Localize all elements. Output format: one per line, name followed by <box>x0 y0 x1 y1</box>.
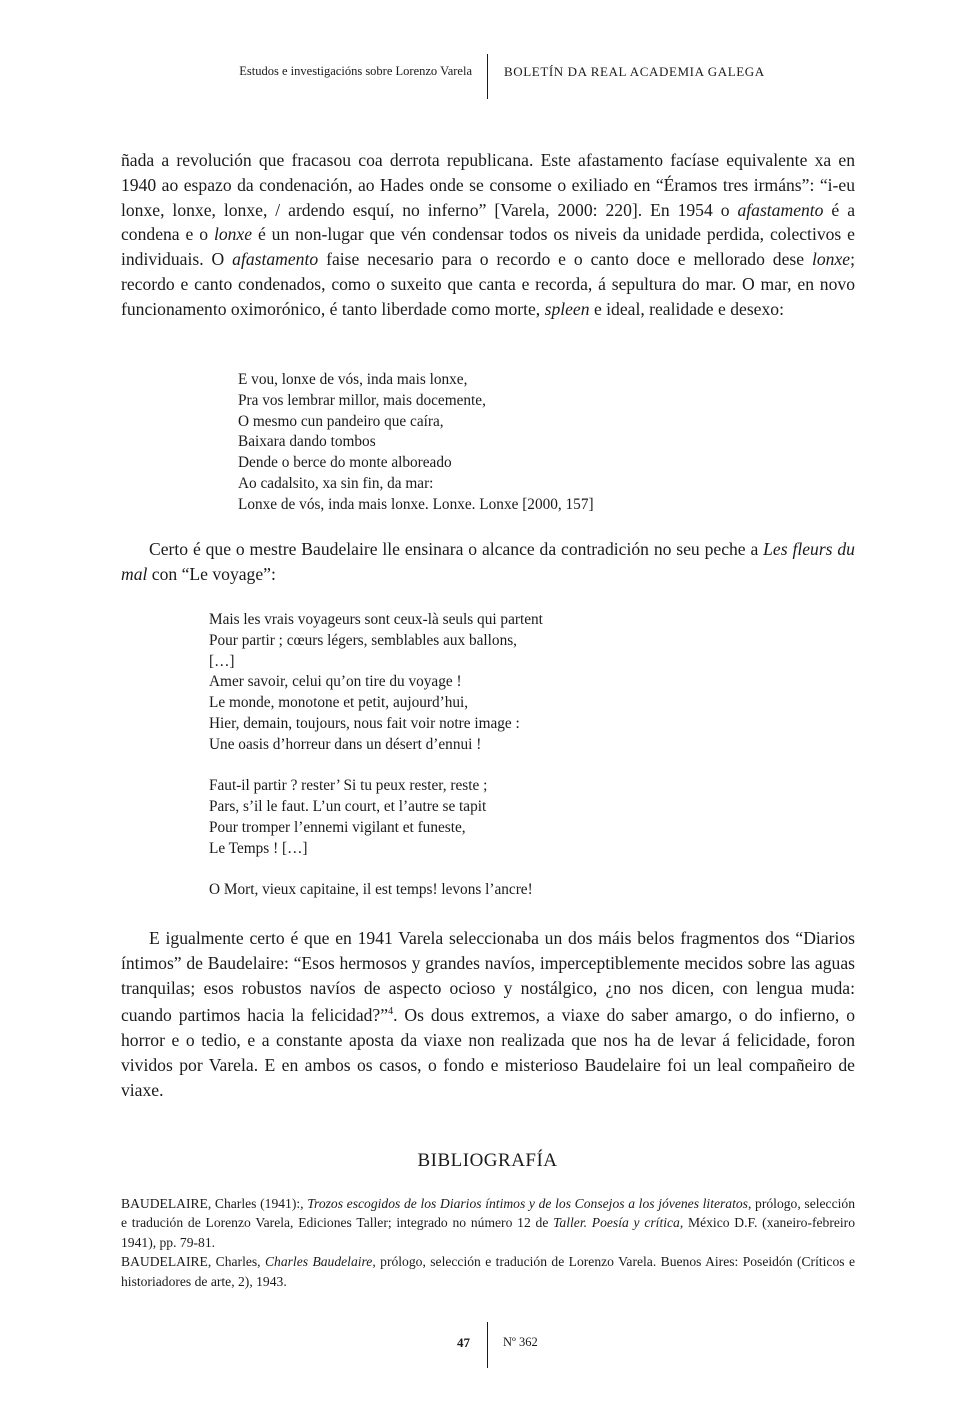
poem-line: […] <box>209 652 235 670</box>
paragraph-3: E igualmente certo é que en 1941 Varela seleccionaba un dos máis belos fragmentos dos “Diarios íntimos” de Baudelaire: “Esos hermosos y grandes navíos, imperceptiblemente mecidos sobre las aguas tranquilas; esos robustos navíos de aspecto ocioso y nostálgico, ¿no nos dicen, con lengua muda: cuando partimos hacia la felicidad?”$^4$. Os dous extremos, a viaxe do saber amargo, o do infierno, o horror e o tedio, e a constante aposta da viaxe non realizada que nos ha de levar á felicidade, foron vividos por Varela. E en ambos os casos, o fondo e misterioso Baudelaire foi un leal compañeiro de viaxe. <box>121 928 855 1100</box>
issue-number: Nº 362 <box>503 1335 538 1349</box>
bibliography-heading: BIBLIOGRAFÍA <box>417 1150 558 1171</box>
header-divider <box>487 54 488 99</box>
footer-divider <box>487 1322 488 1368</box>
page-number: 47 <box>457 1335 470 1350</box>
poem-line: Lonxe de vós, inda mais lonxe. Lonxe. Lonxe [2000, 157] <box>238 495 594 513</box>
poem-line: Dende o berce do monte alboreado <box>238 454 452 472</box>
bibliography-list <box>121 1194 855 1291</box>
stanza-break <box>209 756 543 777</box>
page-header <box>0 0 975 100</box>
paragraph-1: ñada a revolución que fracasou coa derrota republicana. Este afastamento facíase equivalente xa en 1940 ao espazo da condenación, ao Hades onde se consome o exiliado en “Éramos tres irmáns”: “i-eu lonxe, lonxe, lonxe, / ardendo esquí, no inferno” [Varela, 2000: 220]. En 1954 o afastamento é a condena e o lonxe é un non-lugar que vén condensar todos os niveis da unidade perdida, colectivos e individuais. O afastamento faise necesario para o recordo e o canto doce e mellorado dese lonxe; recordo e canto condenados, como o suxeito que canta e recorda, á sepultura do mar. O mar, en novo funcionamento oximorónico, é tanto liberdade como morte, spleen e ideal, realidade e desexo: <box>121 150 855 319</box>
footnote-marker[interactable]: 4 <box>388 1006 394 1018</box>
poem-line: Baixara dando tombos <box>238 433 376 451</box>
poem-line: O mesmo cun pandeiro que caíra, <box>238 412 444 430</box>
poem-line: Ao cadalsito, xa sin fin, da mar: <box>238 474 434 492</box>
poem-line: Pra vos lembrar millor, mais docemente, <box>238 391 486 409</box>
running-head-section: Estudos e investigacións sobre Lorenzo Varela <box>239 64 472 78</box>
bibliography-entry: BAUDELAIRE, Charles (1941):, Trozos escogidos de los Diarios íntimos y de los Consejos a los jóvenes literatos, prólogo, selección e tradución de Lorenzo Varela, Ediciones Taller; integrado no número 12 de Taller. Poesía y crítica, México D.F. (xaneiro-febreiro 1941), pp. 79-81. <box>121 1196 855 1250</box>
poem-line: Le monde, monotone et petit, aujourd’hui, <box>209 694 469 712</box>
poem-line: Le Temps ! […] <box>209 839 308 857</box>
poem-line: Pour partir ; cœurs légers, semblables aux ballons, <box>209 631 517 649</box>
running-head-journal: BOLETÍN DA REAL ACADEMIA GALEGA <box>504 64 765 79</box>
stanza-break <box>209 860 543 881</box>
poem-line: E vou, lonxe de vós, inda mais lonxe, <box>238 371 468 388</box>
poem-line: Une oasis d’horreur dans un désert d’ennui ! <box>209 735 482 753</box>
poem-line: Hier, demain, toujours, nous fait voir notre image : <box>209 714 520 732</box>
poem-line: O Mort, vieux capitaine, il est temps! levons l’ancre! <box>209 881 533 899</box>
poem-line: Amer savoir, celui qu’on tire du voyage ! <box>209 673 462 691</box>
poem-line: Faut-il partir ? rester’ Si tu peux rester, reste ; <box>209 777 488 795</box>
poem-line: Mais les vrais voyageurs sont ceux-là seuls qui partent <box>209 611 543 628</box>
poem-line: Pour tromper l’ennemi vigilant et funeste, <box>209 818 466 836</box>
poem-line: Pars, s’il le faut. L’un court, et l’autre se tapit <box>209 798 487 816</box>
paragraph-2: Certo é que o mestre Baudelaire lle ensinara o alcance da contradición no seu peche a Les fleurs du mal con “Le voyage”: <box>121 539 855 584</box>
bibliography-entry: BAUDELAIRE, Charles, Charles Baudelaire, prólogo, selección e tradución de Lorenzo Varela. Buenos Aires: Poseidón (Críticos e historiadores de arte, 2), 1943. <box>121 1254 855 1289</box>
poem-quote-varela <box>238 370 594 516</box>
poem-quote-baudelaire <box>209 610 543 901</box>
